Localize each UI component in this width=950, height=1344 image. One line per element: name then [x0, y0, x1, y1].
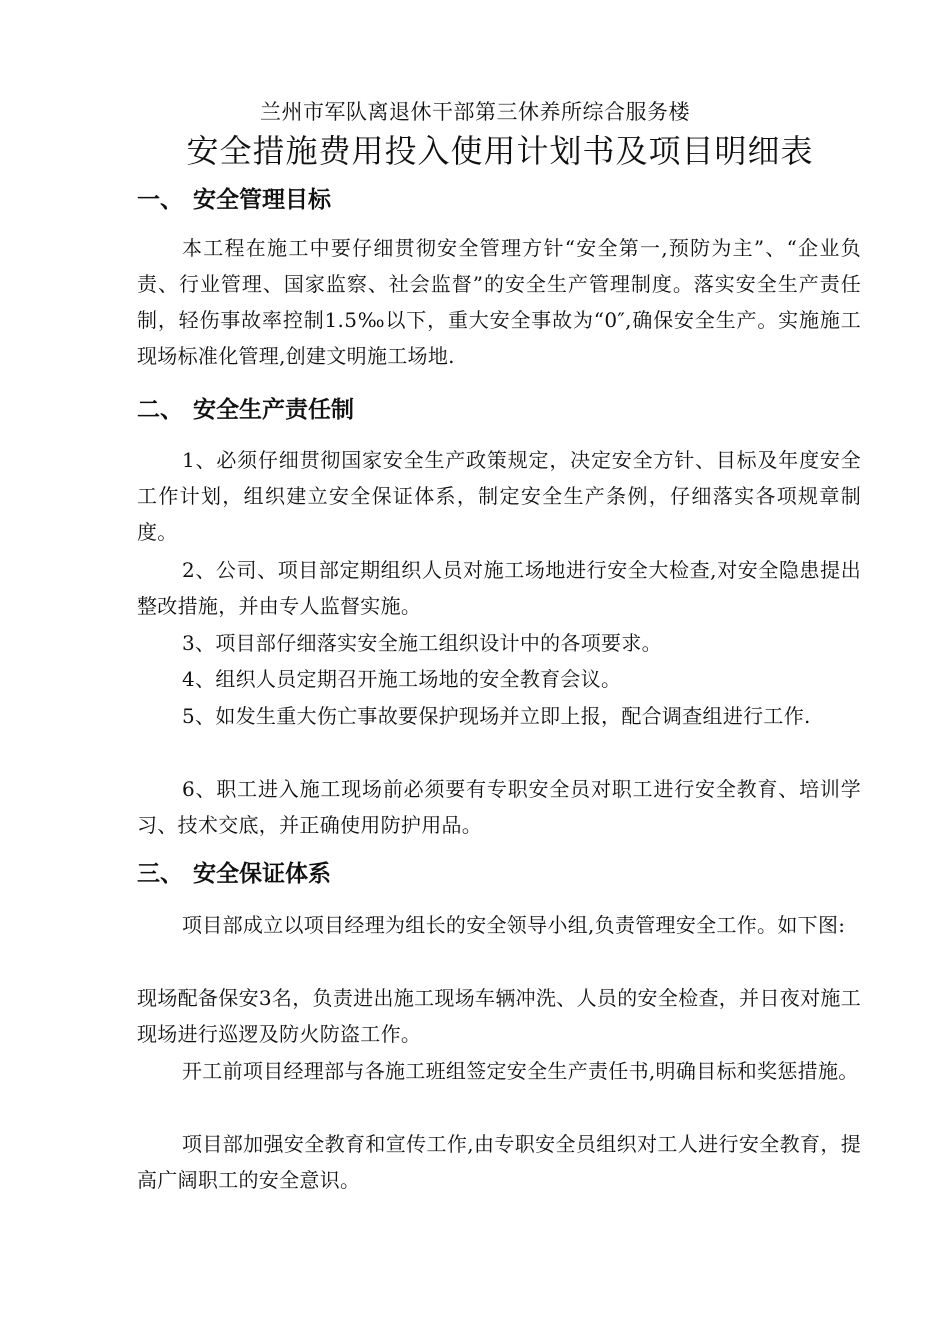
- paragraph: 5、如发生重大伤亡事故要保护现场并立即上报，配合调查组进行工作.: [182, 704, 811, 728]
- paragraph: 4、组织人员定期召开施工场地的安全教育会议。: [182, 667, 622, 691]
- paragraph: 现场配备保安3名，负责进出施工现场车辆冲洗、人员的安全检查，并日夜对施工现场进行巡逻及防火防盗工作。: [137, 986, 861, 1046]
- paragraph: 项目部成立以项目经理为组长的安全领导小组,负责管理安全工作。如下图:: [182, 913, 846, 937]
- paragraph: 项目部加强安全教育和宣传工作,由专职安全员组织对工人进行安全教育，提高广阔职工的安全意识。: [137, 1132, 861, 1192]
- paragraph: 本工程在施工中要仔细贯彻安全管理方针“安全第一,预防为主”、“企业负责、行业管理、国家监察、社会监督”的安全生产管理制度。落实安全生产责任制，轻伤事故率控制1.5‰以下，重大安全事故为“0″,确保安全生产。实施施工现场标准化管理,创建文明施工场地.: [137, 236, 861, 368]
- section-title: 安全保证体系: [193, 861, 331, 887]
- paragraph: 1、必须仔细贯彻国家安全生产政策规定，决定安全方针、目标及年度安全工作计划，组织建立安全保证体系，制定安全生产条例，仔细落实各项规章制度。: [137, 448, 861, 544]
- section-number: 三、: [137, 861, 183, 887]
- section-heading: [137, 394, 354, 426]
- section-title: 安全管理目标: [193, 187, 331, 213]
- section-number: 二、: [137, 397, 183, 423]
- paragraph: 6、职工进入施工现场前必须要有专职安全员对职工进行安全教育、培训学习、技术交底，并正确使用防护用品。: [137, 777, 861, 837]
- section-heading: [137, 184, 331, 216]
- section-number: 一、: [137, 187, 183, 213]
- paragraph: 3、项目部仔细落实安全施工组织设计中的各项要求。: [182, 631, 662, 655]
- paragraph: 2、公司、项目部定期组织人员对施工场地进行安全大检查,对安全隐患提出整改措施，并由专人监督实施。: [137, 558, 861, 618]
- document-subtitle: 兰州市军队离退休干部第三休养所综合服务楼: [260, 100, 690, 124]
- section-heading: [137, 858, 331, 890]
- paragraph: 开工前项目经理部与各施工班组签定安全生产责任书,明确目标和奖惩措施。: [182, 1059, 859, 1083]
- section-title: 安全生产责任制: [193, 397, 354, 423]
- document-title: 安全措施费用投入使用计划书及项目明细表: [186, 132, 814, 170]
